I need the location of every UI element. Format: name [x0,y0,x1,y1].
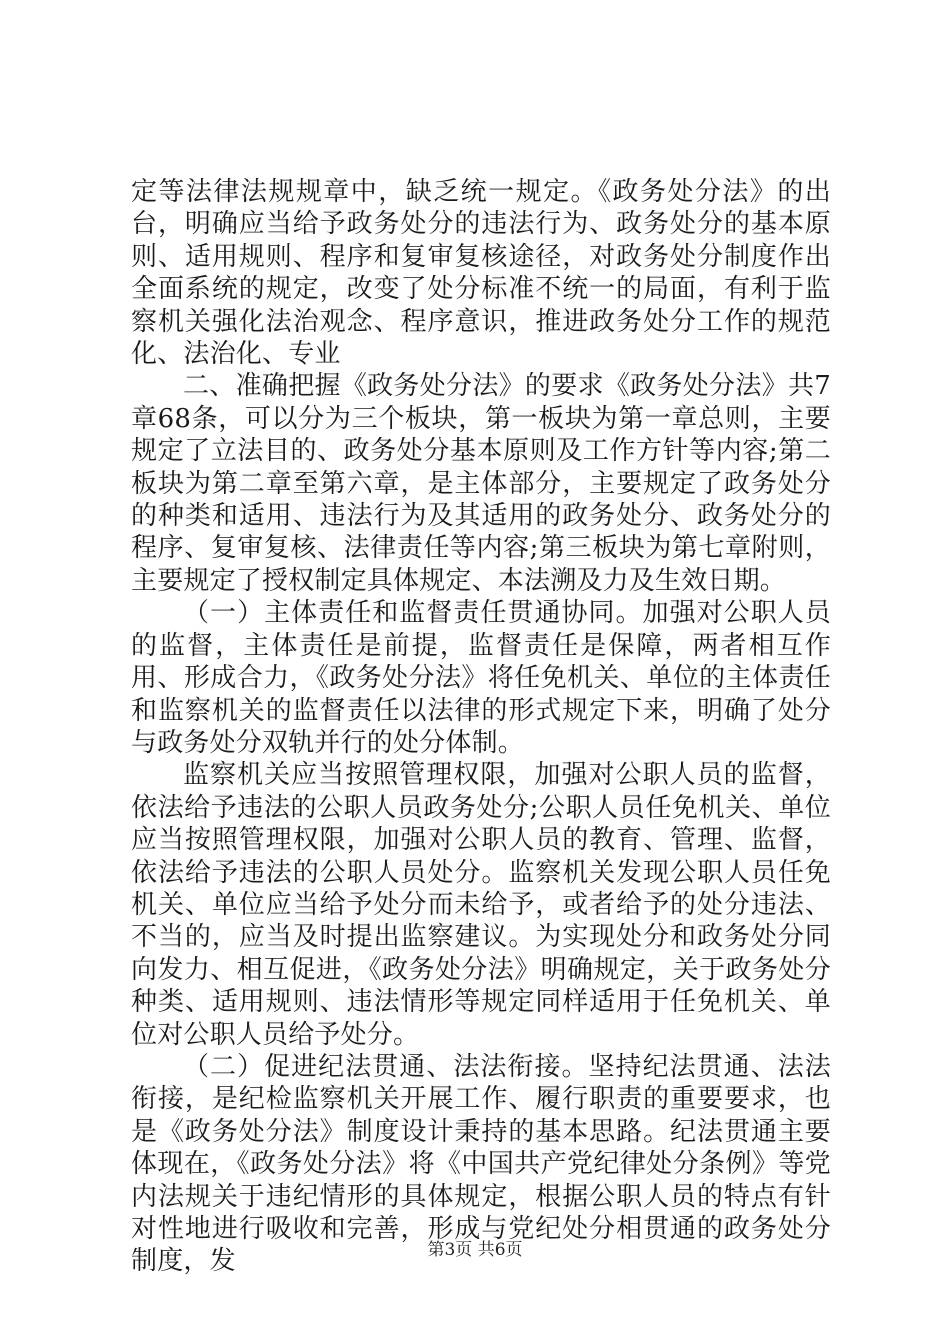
paragraph-section-two: 二、准确把握《政务处分法》的要求《政务处分法》共7章68条，可以分为三个板块，第一板块为第一章总则，主要规定了立法目的、政务处分基本原则及工作方针等内容;第二板块为第二章至第六章，是主体部分，主要规定了政务处分的种类和适用、违法行为及其适用的政务处分、政务处分的程序、复审复核、法律责任等内容;第三板块为第七章附则，主要规定了授权制定具体规定、本法溯及力及生效日期。 [131,371,831,596]
page-footer [0,1240,950,1260]
paragraph-continuation: 定等法律法规规章中，缺乏统一规定。《政务处分法》的出台，明确应当给予政务处分的违法行为、政务处分的基本原则、适用规则、程序和复审复核途径，对政务处分制度作出全面系统的规定，改变了处分标准不统一的局面，有利于监察机关强化法治观念、程序意识，推进政务处分工作的规范化、法治化、专业 [131,177,831,370]
paragraph-subsection-one: （一）主体责任和监督责任贯通协同。加强对公职人员的监督，主体责任是前提，监督责任是保障，两者相互作用、形成合力，《政务处分法》将任免机关、单位的主体责任和监察机关的监督责任以法律的形式规定下来，明确了处分与政务处分双轨并行的处分体制。 [131,598,831,758]
paragraph-supervision-authority: 监察机关应当按照管理权限，加强对公职人员的监督，依法给予违法的公职人员政务处分;公职人员任免机关、单位应当按照管理权限，加强对公职人员的教育、管理、监督，依法给予违法的公职人员处分。监察机关发现公职人员任免机关、单位应当给予处分而未给予，或者给予的处分违法、不当的，应当及时提出监察建议。为实现处分和政务处分同向发力、相互促进，《政务处分法》明确规定，关于政务处分种类、适用规则、违法情形等规定同样适用于任免机关、单位对公职人员给予处分。 [131,760,831,1050]
paragraph-subsection-two: （二）促进纪法贯通、法法衔接。坚持纪法贯通、法法衔接，是纪检监察机关开展工作、履行职责的重要要求，也是《政务处分法》制度设计秉持的基本思路。纪法贯通主要体现在，《政务处分法》将《中国共产党纪律处分条例》等党内法规关于违纪情形的具体规定，根据公职人员的特点有针对性地进行吸收和完善，形成与党纪处分相贯通的政务处分制度，发 [131,1051,831,1277]
page-number: 第3页 共6页 [427,1240,523,1260]
document-body [131,176,831,1278]
